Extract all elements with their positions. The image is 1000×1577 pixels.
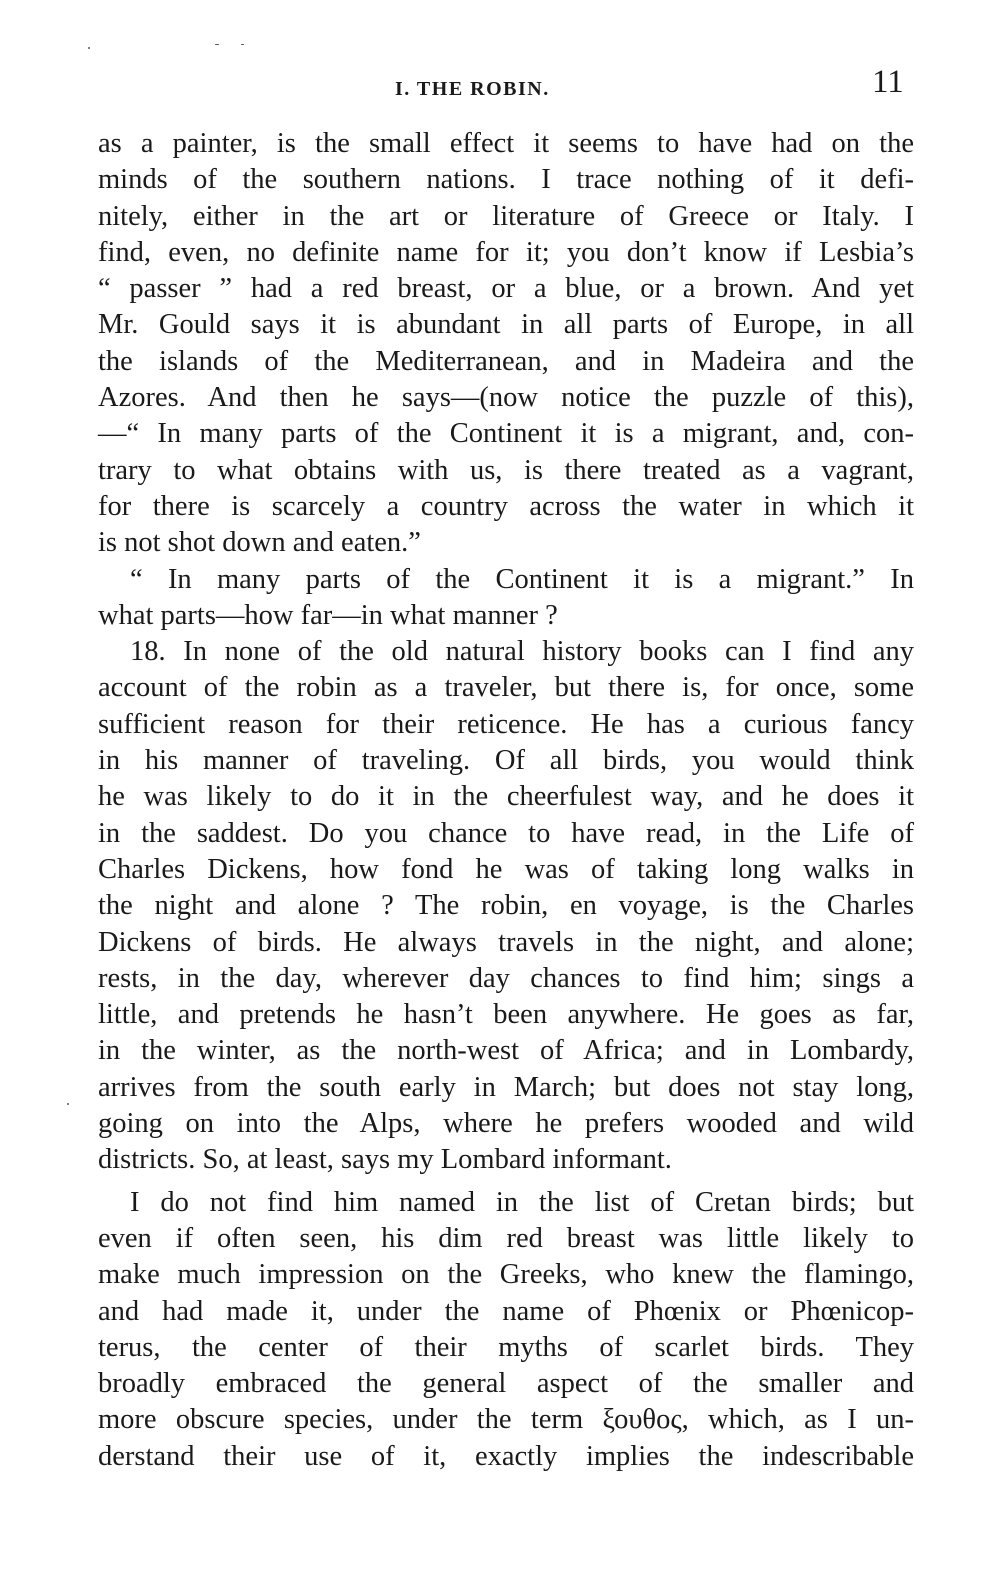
text-line: trary to what obtains with us, is there treated as a vagrant, (98, 454, 914, 486)
text-line: the islands of the Mediterranean, and in Madeira and the (98, 345, 914, 377)
text-line: going on into the Alps, where he prefers wooded and wild (98, 1108, 914, 1140)
scan-speck (215, 44, 219, 45)
text-line: make much impression on the Greeks, who knew the flamingo, (98, 1259, 914, 1291)
text-line: even if often seen, his dim red breast was little likely to (98, 1222, 914, 1254)
text-line: find, even, no definite name for it; you don’t know if Lesbia’s (98, 236, 914, 268)
paragraph (98, 1185, 914, 1475)
text-line: broadly embraced the general aspect of the smaller and (98, 1368, 914, 1400)
text-line: Azores. And then he says—(now notice the puzzle of this), (98, 382, 914, 414)
text-line: little, and pretends he hasn’t been anywhere. He goes as far, (98, 999, 914, 1031)
paragraph (98, 634, 914, 1178)
text-line: “ passer ” had a red breast, or a blue, or a brown. And yet (98, 273, 914, 305)
scan-speck (241, 44, 244, 45)
page-number: 11 (872, 64, 904, 100)
text-line: 18. In none of the old natural history books can I find any (130, 636, 914, 668)
text-line: —“ In many parts of the Continent it is a migrant, and, con- (98, 418, 914, 450)
running-head (0, 62, 1000, 102)
text-line: in the winter, as the north-west of Africa; and in Lombardy, (98, 1035, 914, 1067)
text-line: I do not find him named in the list of Cretan birds; but (130, 1186, 914, 1218)
text-line: in the saddest. Do you chance to have read, in the Life of (98, 817, 914, 849)
text-line: minds of the southern nations. I trace nothing of it defi- (98, 164, 914, 196)
body-text (98, 126, 914, 1475)
text-line: is not shot down and eaten.” (98, 527, 421, 559)
text-line: what parts—how far—in what manner ? (98, 599, 558, 631)
text-line: terus, the center of their myths of scarlet birds. They (98, 1331, 914, 1363)
text-line: more obscure species, under the term ξουθος, which, as I un- (98, 1404, 914, 1436)
text-line: sufficient reason for their reticence. He has a curious fancy (98, 708, 914, 740)
running-title: I. THE ROBIN. (395, 78, 550, 100)
text-line: as a painter, is the small effect it seems to have had on the (98, 128, 914, 159)
scan-speck (88, 47, 90, 49)
text-line: the night and alone ? The robin, en voyage, is the Charles (98, 890, 914, 922)
text-line: Charles Dickens, how fond he was of taking long walks in (98, 853, 914, 885)
text-line: he was likely to do it in the cheerfulest way, and he does it (98, 781, 914, 813)
text-line: Mr. Gould says it is abundant in all parts of Europe, in all (98, 309, 914, 341)
paragraph (98, 126, 914, 562)
text-line: account of the robin as a traveler, but there is, for once, some (98, 672, 914, 704)
text-line: derstand their use of it, exactly implies the indescribable (98, 1440, 914, 1472)
text-line: arrives from the south early in March; but does not stay long, (98, 1071, 914, 1103)
text-line: and had made it, under the name of Phœnix or Phœnicop- (98, 1295, 914, 1327)
text-line: “ In many parts of the Continent it is a migrant.” In (130, 563, 914, 595)
text-line: in his manner of traveling. Of all birds, you would think (98, 745, 914, 777)
text-line: rests, in the day, wherever day chances to find him; sings a (98, 962, 914, 994)
text-line: for there is scarcely a country across the water in which it (98, 490, 914, 522)
text-line: districts. So, at least, says my Lombard informant. (98, 1144, 672, 1176)
text-line: nitely, either in the art or literature of Greece or Italy. I (98, 200, 914, 232)
scan-speck (67, 1103, 69, 1105)
text-line: Dickens of birds. He always travels in the night, and alone; (98, 926, 914, 958)
paragraph (98, 562, 914, 635)
